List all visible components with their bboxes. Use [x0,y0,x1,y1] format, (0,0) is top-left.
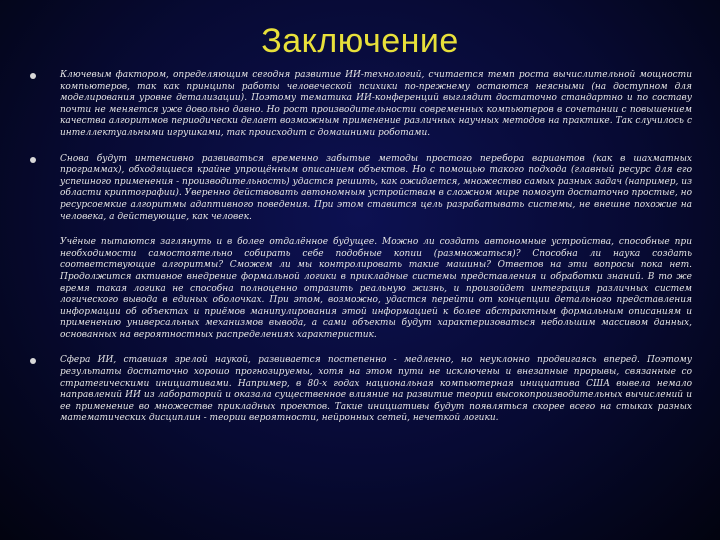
slide-title: Заключение [261,22,459,60]
bullet-paragraph: Ключевым фактором, определяющим сегодня развитие ИИ-технологий, считается темп роста вычислительной мощности компьютеров, так как принципы работы человеческой психики по-прежнему остаются неясными (на доступном для моделирования уровне детализации). Поэтому тематика ИИ-конференций выглядит достаточно стандартно и по составу почти не меняется уже довольно давно. Но рост производительности современных компьютеров в сочетании с повышением качества алгоритмов периодически делает возможным применение различных научных методов на практике. Так случилось с интеллектуальными игрушками, так происходит с домашними роботами. [60,70,692,138]
bullet-paragraph: Сфера ИИ, ставшая зрелой наукой, развивается постепенно - медленно, но неуклонно продвигаясь вперед. Поэтому результаты достаточно хорошо прогнозируемы, хотя на этом пути не исключены и внезапные прорывы, связанные со стратегическими инициативами. Например, в 80-х годах национальная компьютерная инициатива США вывела немало направлений ИИ из лабораторий и оказала существенное влияние на развитие теории высокопроизводительных вычислений и ее применение во множестве прикладных проектов. Такие инициативы будут появляться скорее всего на стыках разных математических дисциплин - теории вероятности, нейронных сетей, нечеткой логики. [60,355,692,424]
bullet-paragraph-continuation: Учёные пытаются заглянуть и в более отдалённое будущее. Можно ли создать автономные устройства, способные при необходимости самостоятельно собирать себе подобные копии (размножаться)? Способна ли наука создать соответствующие алгоритмы? Сможем ли мы контролировать такие машины? Ответов на эти вопросы пока нет. Продолжится активное внедрение формальной логики в прикладные системы представления и обработки знаний. В то же время такая логика не способна полноценно отразить реальную жизнь, и произойдет интеграция различных систем логического вывода в единых оболочках. При этом, возможно, удастся перейти от концепции детального представления информации об объектах и приёмов манипулирования этой информацией к более абстрактным формальным описаниям и применению универсальных механизмов вывода, а сами объекты будут характеризоваться небольшим массивом данных, основанных на вероятностных распределениях характеристик. [60,237,692,340]
bullet-dot-icon [30,157,36,163]
bullet-dot-icon [30,358,36,364]
bullet-item [28,154,692,342]
bullet-item [28,355,692,425]
bullet-dot-icon [30,73,36,79]
bullet-item [28,70,692,140]
bullet-paragraph: Снова будут интенсивно развиваться временно забытые методы простого перебора вариантов (как в шахматных программах), обходящиеся крайне упрощённым описанием объектов. Но с помощью такого подхода (главный ресурс для его успешного применения - производительность) удастся решить, как ожидается, множество самых разных задач (например, из области криптографии). Уверенно действовать автономным устройствам в сложном мире помогут достаточно простые, но ресурсоемкие алгоритмы адаптивного поведения. При этом ставится цель разрабатывать системы, не внешне похожие на человека, а действующие, как человек. [60,153,692,222]
slide-content [28,70,692,439]
